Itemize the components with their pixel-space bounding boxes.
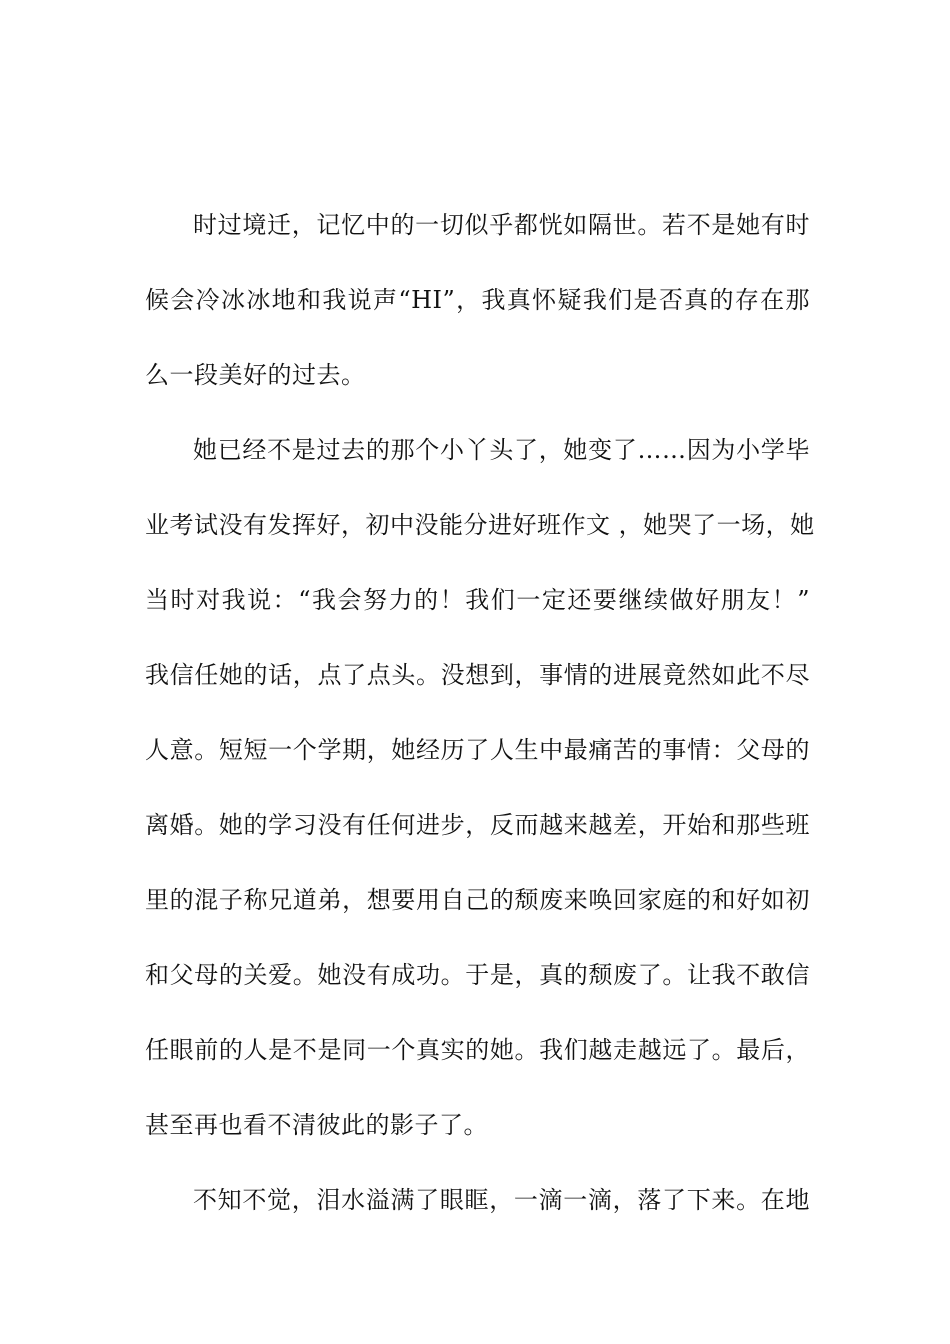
paragraph-1-line-2: 候会冷冰冰地和我说声“HI”，我真怀疑我们是否真的存在那: [145, 286, 810, 314]
paragraph-2-line-9: 任眼前的人是不是同一个真实的她。我们越走越远了。最后，: [145, 1036, 810, 1064]
paragraph-2-line-4: 我信任她的话，点了点头。没想到，事情的进展竟然如此不尽: [145, 661, 810, 689]
paragraph-1-line-3: 么一段美好的过去。: [145, 361, 366, 389]
paragraph-2-line-10: 甚至再也看不清彼此的影子了。: [145, 1111, 488, 1139]
paragraph-2-line-8: 和父母的关爱。她没有成功。于是，真的颓废了。让我不敢信: [145, 961, 810, 989]
paragraph-2-line-2: 业考试没有发挥好，初中没能分进好班作文 ，她哭了一场，她: [145, 511, 815, 539]
paragraph-2-line-3: 当时对我说：“我会努力的！我们一定还要继续做好朋友！”: [145, 586, 810, 614]
paragraph-1-line-1: 时过境迁，记忆中的一切似乎都恍如隔世。若不是她有时: [193, 211, 810, 239]
paragraph-3-line-1: 不知不觉，泪水溢满了眼眶，一滴一滴，落了下来。在地: [193, 1186, 810, 1214]
paragraph-2-line-7: 里的混子称兄道弟，想要用自己的颓废来唤回家庭的和好如初: [145, 886, 810, 914]
paragraph-2-line-5: 人意。短短一个学期，她经历了人生中最痛苦的事情：父母的: [145, 736, 810, 764]
paragraph-2-line-6: 离婚。她的学习没有任何进步，反而越来越差，开始和那些班: [145, 811, 810, 839]
paragraph-2-line-1: 她已经不是过去的那个小丫头了，她变了……因为小学毕: [193, 436, 810, 464]
